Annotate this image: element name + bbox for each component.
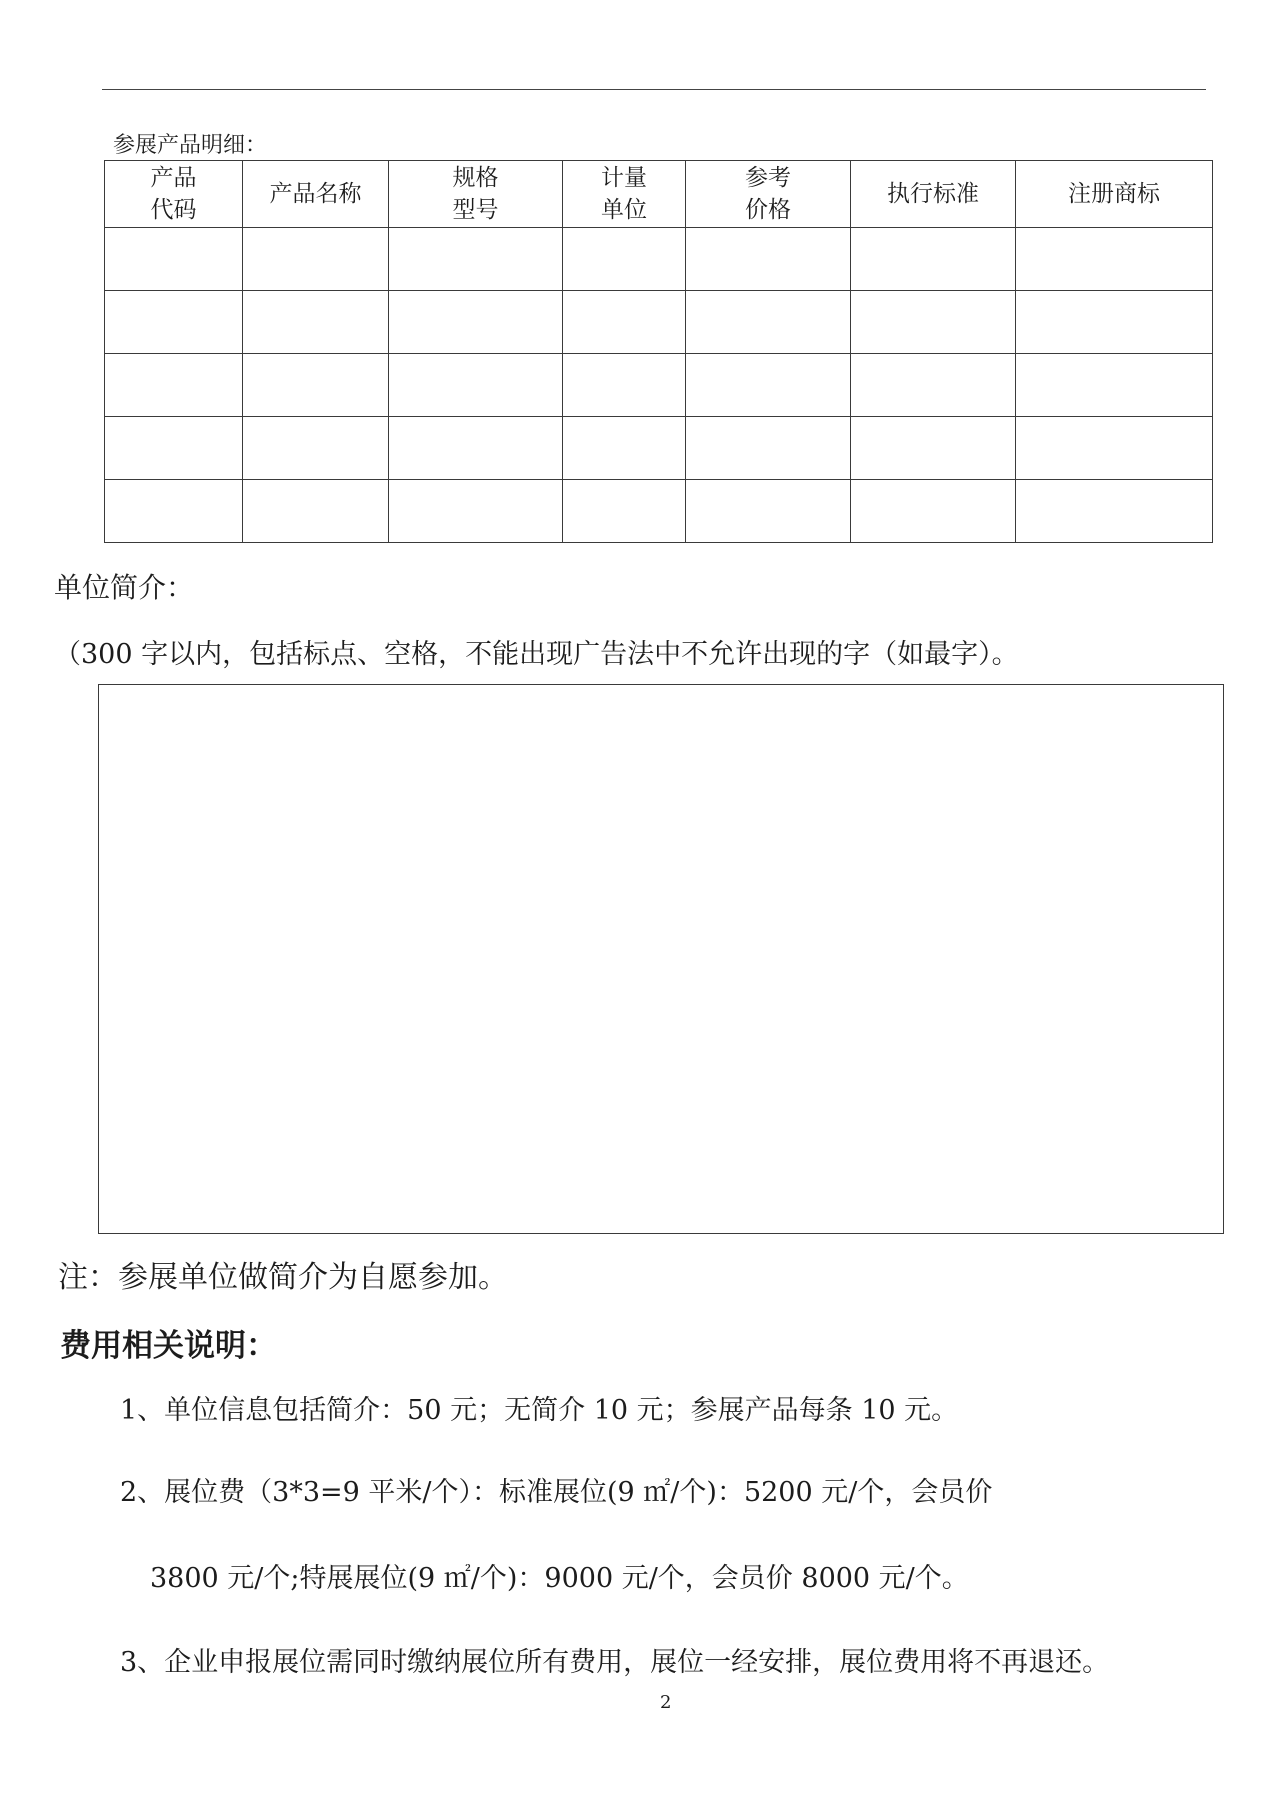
header-line: 产品 [150, 165, 197, 191]
table-cell[interactable] [563, 228, 686, 291]
header-registered-trademark [1016, 161, 1213, 228]
table-row [105, 228, 1213, 291]
table-cell[interactable] [243, 354, 389, 417]
company-intro-heading: 单位简介： [54, 571, 195, 604]
table-cell[interactable] [389, 354, 563, 417]
header-unit-of-measure [563, 161, 686, 228]
header-line: 计量 [601, 165, 647, 191]
table-cell[interactable] [105, 228, 243, 291]
fee-item-1: 1、单位信息包括简介：50 元；无简介 10 元；参展产品每条 10 元。 [120, 1395, 959, 1426]
header-reference-price [686, 161, 851, 228]
header-specification-model [389, 161, 563, 228]
header-product-name [243, 161, 389, 228]
table-cell[interactable] [243, 291, 389, 354]
header-rule [102, 89, 1206, 90]
table-cell[interactable] [243, 480, 389, 543]
table-cell[interactable] [563, 417, 686, 480]
header-line: 代码 [150, 197, 197, 223]
table-header-row [105, 161, 1213, 228]
header-line: 规格 [452, 165, 499, 191]
table-cell[interactable] [389, 228, 563, 291]
header-line: 注册商标 [1068, 181, 1160, 207]
table-cell[interactable] [105, 354, 243, 417]
table-cell[interactable] [1016, 228, 1213, 291]
table-cell[interactable] [851, 480, 1016, 543]
page-number: 2 [660, 1692, 672, 1713]
header-product-code [105, 161, 243, 228]
table-cell[interactable] [105, 480, 243, 543]
table-cell[interactable] [563, 480, 686, 543]
intro-note: 注：参展单位做简介为自愿参加。 [58, 1260, 508, 1295]
table-cell[interactable] [105, 291, 243, 354]
company-intro-box[interactable] [98, 684, 1224, 1234]
table-row [105, 291, 1213, 354]
table-cell[interactable] [563, 354, 686, 417]
product-details-table [104, 160, 1213, 543]
table-cell[interactable] [105, 417, 243, 480]
table-cell[interactable] [389, 291, 563, 354]
header-execution-standard [851, 161, 1016, 228]
product-details-label: 参展产品明细： [113, 133, 268, 158]
table-cell[interactable] [686, 480, 851, 543]
table-cell[interactable] [686, 417, 851, 480]
table-cell[interactable] [686, 291, 851, 354]
header-line: 型号 [452, 197, 499, 223]
table-row [105, 480, 1213, 543]
table-cell[interactable] [1016, 480, 1213, 543]
table-row [105, 354, 1213, 417]
table-cell[interactable] [1016, 291, 1213, 354]
table-cell[interactable] [243, 228, 389, 291]
fee-item-3: 3、企业申报展位需同时缴纳展位所有费用，展位一经安排，展位费用将不再退还。 [120, 1647, 1110, 1678]
table-cell[interactable] [243, 417, 389, 480]
table-cell[interactable] [851, 228, 1016, 291]
table-cell[interactable] [1016, 354, 1213, 417]
table-cell[interactable] [389, 480, 563, 543]
table-cell[interactable] [686, 228, 851, 291]
table-cell[interactable] [1016, 417, 1213, 480]
table-cell[interactable] [851, 291, 1016, 354]
table-row [105, 417, 1213, 480]
header-line: 执行标准 [887, 181, 979, 207]
table-cell[interactable] [389, 417, 563, 480]
header-line: 参考 [745, 165, 791, 191]
fee-item-2-line-1: 2、展位费（3*3=9 平米/个）：标准展位(9 ㎡/个)：5200 元/个，会员价 [120, 1477, 993, 1508]
company-intro-instructions: （300 字以内，包括标点、空格，不能出现广告法中不允许出现的字（如最字）。 [54, 639, 1019, 670]
fees-title: 费用相关说明： [60, 1328, 277, 1364]
header-line: 价格 [745, 197, 791, 223]
header-line: 单位 [601, 197, 647, 223]
header-line: 产品名称 [269, 181, 362, 207]
table-cell[interactable] [686, 354, 851, 417]
fee-item-2-line-2: 3800 元/个;特展展位(9 ㎡/个)：9000 元/个，会员价 8000 元/个。 [150, 1563, 969, 1594]
table-cell[interactable] [851, 354, 1016, 417]
table-cell[interactable] [851, 417, 1016, 480]
table-cell[interactable] [563, 291, 686, 354]
